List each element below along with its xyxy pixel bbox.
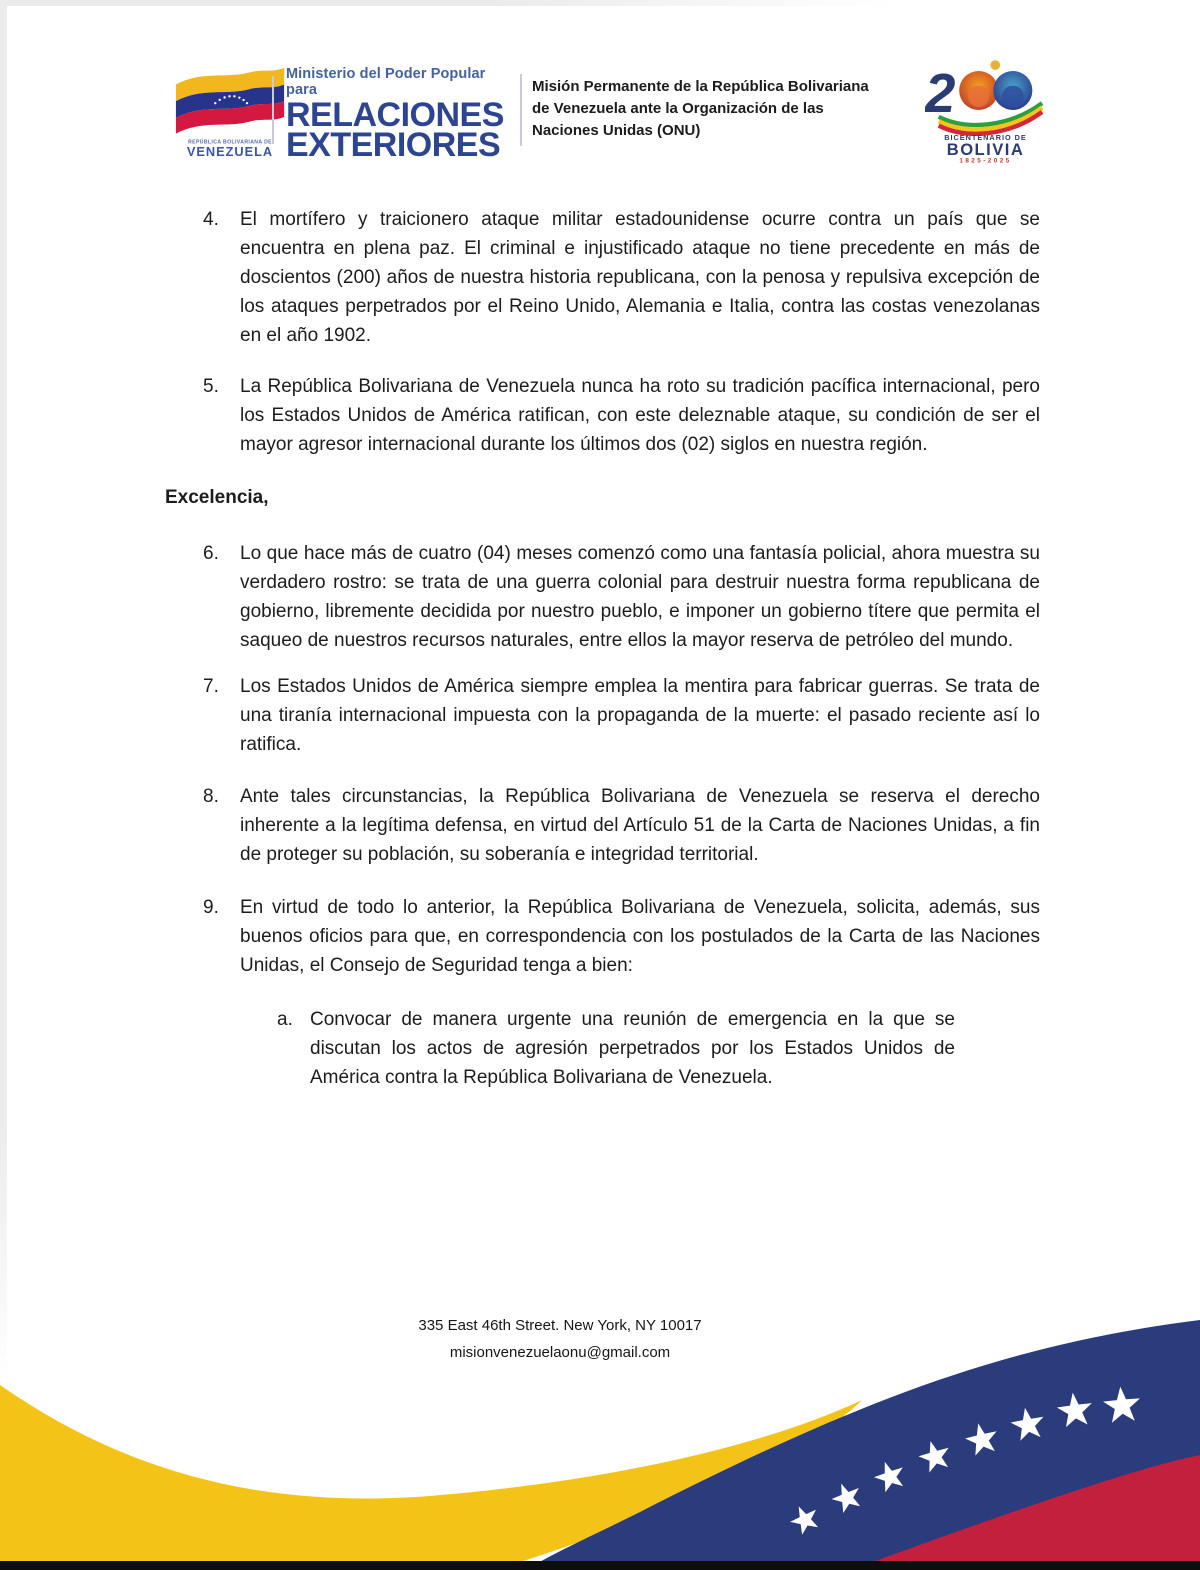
paragraph-text: En virtud de todo lo anterior, la República Bolivariana de Venezuela, solicita, además, sus buenos oficios para que, en correspondencia con los postulados de la Carta de las Naciones Unidas, el Consejo de Seguridad tenga a bien:	[240, 897, 1040, 976]
numbered-paragraph	[165, 893, 1040, 980]
scan-edge-top	[0, 0, 900, 6]
bolivia-bicentennial-icon	[925, 56, 1047, 164]
ministry-wordmark	[286, 66, 518, 164]
bicentennial-number: 2	[925, 62, 956, 124]
scan-edge-left	[0, 0, 7, 1390]
paragraph-number: 4.	[203, 209, 219, 230]
numbered-paragraph	[165, 205, 1040, 350]
flag-caption-small: REPÚBLICA BOLIVARIANA DE	[188, 139, 272, 146]
mission-title-line: Naciones Unidas (ONU)	[532, 122, 701, 139]
bicentennial-country: BOLIVIA	[946, 139, 1025, 159]
numbered-paragraph	[165, 782, 1040, 869]
paragraph-number: 9.	[203, 897, 219, 918]
footer-email: misionvenezuelaonu@gmail.com	[449, 1344, 671, 1361]
mission-title-line: Misión Permanente de la República Bolivariana	[532, 78, 869, 95]
mission-title	[532, 76, 922, 142]
paragraph-text: Lo que hace más de cuatro (04) meses comenzó como una fantasía policial, ahora muestra su verdadero rostro: se trata de una guerra colonial para destruir nuestra forma republicana de gobierno, libremente decidida por nuestro pueblo, e imponer un gobierno títere que permita el saqueo de nuestros recursos naturales, entre ellos la mayor reserva de petróleo del mundo.	[240, 543, 1040, 651]
lettered-subparagraph	[165, 1005, 1040, 1092]
bicentennial-overline: BICENTENARIO DE	[944, 133, 1027, 143]
subparagraph-text: Convocar de manera urgente una reunión de emergencia en la que se discutan los actos de agresión perpetrados por los Estados Unidos de América contra la República Bolivariana de Venezuela.	[310, 1009, 955, 1088]
paragraph-number: 8.	[203, 786, 219, 807]
flag-caption: VENEZUELA	[186, 144, 274, 160]
paragraph-text: Ante tales circunstancias, la República Bolivariana de Venezuela se reserva el derecho inherente a la legítima defensa, en virtud del Artículo 51 de la Carta de Naciones Unidas, a fin de proteger su población, su soberanía e integridad territorial.	[240, 786, 1040, 865]
header-divider	[520, 74, 522, 146]
letter-body	[165, 205, 1040, 1092]
paragraph-number: 5.	[203, 376, 219, 397]
subparagraph-letter: a.	[277, 1009, 293, 1030]
bolivia-bicentennial-logo	[925, 56, 1047, 164]
header-divider	[272, 76, 274, 144]
paragraph-text: La República Bolivariana de Venezuela nunca ha roto su tradición pacífica internacional, pero los Estados Unidos de América ratifican, con este deleznable ataque, su condición de ser el mayor agresor internacional durante los últimos dos (02) siglos en nuestra región.	[240, 376, 1040, 455]
numbered-paragraph	[165, 372, 1040, 459]
ministry-name-line2: EXTERIORES	[286, 126, 501, 164]
salutation: Excelencia,	[165, 487, 269, 508]
numbered-paragraph	[165, 539, 1040, 655]
paragraph-number: 6.	[203, 543, 219, 564]
footer-address: 335 East 46th Street. New York, NY 10017	[418, 1317, 702, 1334]
bottom-black-bar	[0, 1561, 1200, 1570]
ministry-overline: Ministerio del Poder Popular para	[286, 66, 486, 98]
footer-contact	[0, 1312, 1120, 1366]
bicentennial-years: 1825-2025	[959, 157, 1012, 164]
paragraph-text: El mortífero y traicionero ataque militar estadounidense ocurre contra un país que se encuentra en plena paz. El criminal e injustificado ataque no tiene precedente en más de doscientos (200) años de nuestra historia republicana, con la penosa y repulsiva excepción de los ataques perpetrados por el Reino Unido, Alemania e Italia, contra las costas venezolanas en el año 1902.	[240, 209, 1040, 346]
numbered-paragraph	[165, 672, 1040, 759]
paragraph-text: Los Estados Unidos de América siempre emplea la mentira para fabricar guerras. Se trata de una tiranía internacional impuesta con la propaganda de la muerte: el pasado reciente así lo ratifica.	[240, 676, 1040, 755]
paragraph-number: 7.	[203, 676, 219, 697]
mission-title-line: de Venezuela ante la Organización de las	[532, 100, 824, 117]
ministry-name-line1: RELACIONES	[286, 96, 504, 134]
